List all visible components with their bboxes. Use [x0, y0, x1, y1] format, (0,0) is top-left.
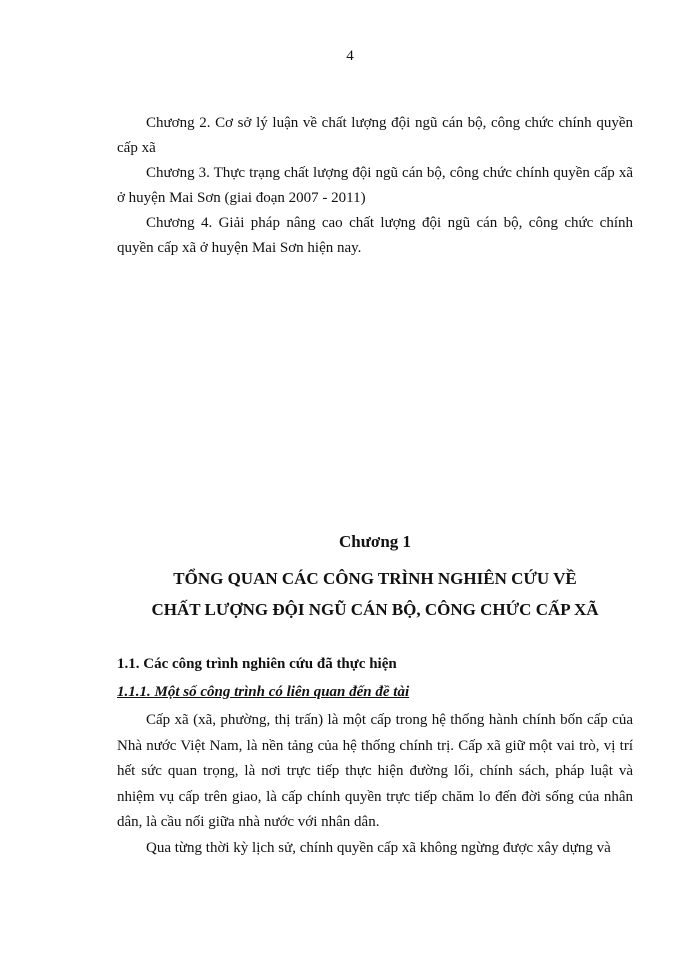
- intro-paragraph-chapter-3: Chương 3. Thực trạng chất lượng đội ngũ cán bộ, công chức chính quyền cấp xã ở huyện Mai Sơn (giai đoạn 2007 - 2011): [117, 165, 633, 206]
- chapter-title-line-1: TỔNG QUAN CÁC CÔNG TRÌNH NGHIÊN CỨU VỀ: [173, 569, 577, 588]
- intro-chapter-list: [117, 111, 633, 261]
- chapter-label: Chương 1: [338, 532, 412, 551]
- intro-paragraph-chapter-4: Chương 4. Giải pháp nâng cao chất lượng đội ngũ cán bộ, công chức chính quyền cấp xã ở huyện Mai Sơn hiện nay.: [117, 215, 633, 256]
- body-paragraph-2: Qua từng thời kỳ lịch sử, chính quyền cấp xã không ngừng được xây dựng và: [146, 839, 611, 856]
- page-number: 4: [346, 48, 354, 64]
- chapter-title: [80, 563, 670, 625]
- intro-paragraph-chapter-2: Chương 2. Cơ sở lý luận về chất lượng đội ngũ cán bộ, công chức chính quyền cấp xã: [117, 115, 633, 156]
- subsection-heading: 1.1.1. Một số công trình có liên quan đến đề tài: [117, 684, 410, 700]
- chapter-title-line-2: CHẤT LƯỢNG ĐỘI NGŨ CÁN BỘ, CÔNG CHỨC CẤP XÃ: [151, 600, 599, 619]
- body-paragraph-1: Cấp xã (xã, phường, thị trấn) là một cấp trong hệ thống hành chính bốn cấp của Nhà nước Việt Nam, là nền tảng của hệ thống chính trị. Cấp xã giữ một vai trò, vị trí hết sức quan trọng, là nơi trực tiếp thực hiện đường lối, chính sách, pháp luật và nhiệm vụ cấp trên giao, là cấp chính quyền trực tiếp chăm lo đến đời sống của nhân dân, là cầu nối giữa nhà nước với nhân dân.: [117, 712, 633, 830]
- section-heading: 1.1. Các công trình nghiên cứu đã thực hiện: [117, 656, 397, 672]
- body-text: [117, 708, 633, 861]
